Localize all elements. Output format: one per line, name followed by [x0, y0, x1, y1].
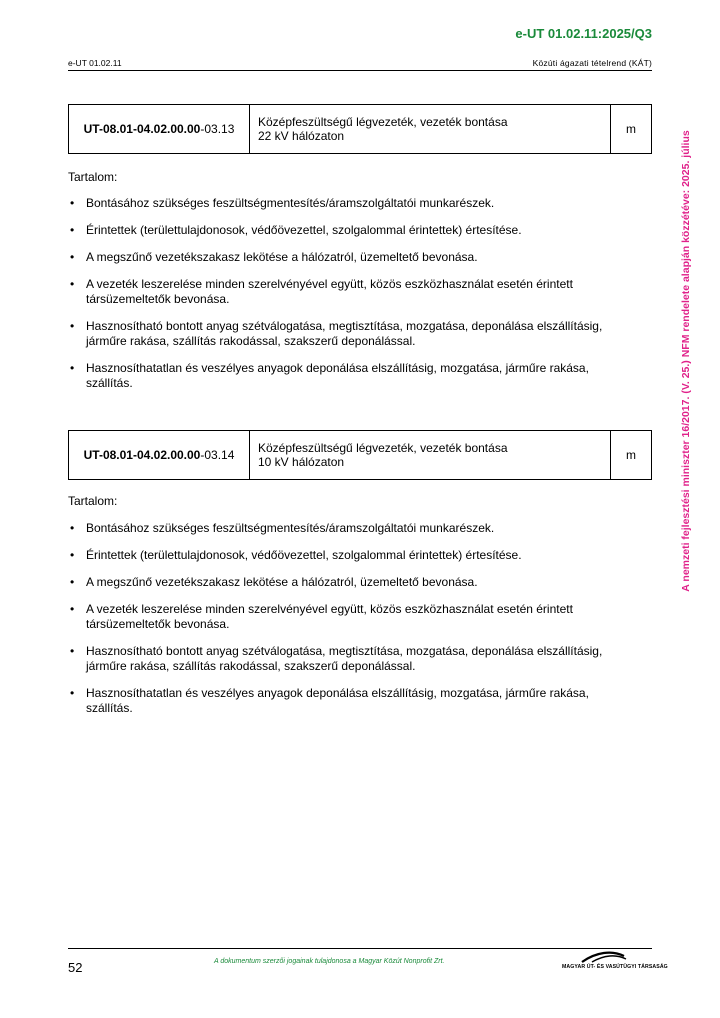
item-code-suffix: -03.14 — [200, 448, 235, 462]
page-number: 52 — [68, 960, 83, 975]
item-description-line2: 22 kV hálózaton — [258, 129, 345, 143]
list-item: • Bontásához szükséges feszültségmentesítés/áramszolgáltatói munkarészek. — [70, 196, 495, 210]
list-item: • A megszűnő vezetékszakasz lekötése a hálózatról, üzemeltető bevonása. — [70, 250, 478, 264]
item-description-line2: 10 kV hálózaton — [258, 455, 345, 469]
list-item: • Érintettek (területtulajdonosok, védőövezettel, szolgalommal érintettek) értesítése. — [70, 548, 522, 562]
footer-divider — [68, 948, 652, 949]
item-description-cell — [250, 431, 611, 479]
item-description-line1: Középfeszültségű légvezeték, vezeték bontása — [258, 115, 508, 129]
bullet-list-1 — [68, 196, 628, 403]
list-item: • A vezeték leszerelése minden szerelvényével együtt, közös eszközhasználat esetén érintett társüzemeltetők bevonása. — [70, 602, 573, 631]
content-label: Tartalom: — [68, 170, 118, 184]
running-header-right: Közúti ágazati tételrend (KÁT) — [532, 58, 652, 68]
list-item: • Hasznosítható bontott anyag szétválogatása, megtisztítása, mozgatása, deponálása elszállításig, járműre rakása, szállítás rakodással, szakszerű deponálással. — [70, 644, 603, 673]
item-table-2 — [68, 430, 652, 480]
bullet-icon: • — [70, 250, 75, 264]
content-label: Tartalom: — [68, 494, 118, 508]
list-item: • Bontásához szükséges feszültségmentesítés/áramszolgáltatói munkarészek. — [70, 521, 495, 535]
road-swoosh-icon — [562, 950, 658, 964]
item-unit: m — [626, 122, 636, 136]
item-table-1 — [68, 104, 652, 154]
side-note-text: A nemzeti fejlesztési miniszter 16/2017. (V. 25.) NFM rendelete alapján közzétéve: 2025. július — [680, 130, 692, 592]
list-item: • A megszűnő vezetékszakasz lekötése a hálózatról, üzemeltető bevonása. — [70, 575, 478, 589]
bullet-icon: • — [70, 548, 75, 562]
list-item: • Hasznosíthatatlan és veszélyes anyagok deponálása elszállításig, mozgatása, járműre rakása, szállítás. — [70, 361, 589, 390]
bullet-icon: • — [70, 196, 75, 210]
bullet-list-2 — [68, 521, 628, 728]
bullet-icon: • — [70, 361, 75, 375]
item-code-suffix: -03.13 — [200, 122, 235, 136]
item-description-cell — [250, 105, 611, 153]
document-code: e-UT 01.02.11:2025/Q3 — [515, 26, 652, 41]
bullet-icon: • — [70, 319, 75, 333]
header-divider — [68, 70, 652, 71]
item-code: UT-08.01-04.02.00.00 — [83, 448, 201, 462]
bullet-icon: • — [70, 644, 75, 658]
bullet-icon: • — [70, 575, 75, 589]
list-item: • Hasznosíthatatlan és veszélyes anyagok deponálása elszállításig, mozgatása, járműre rakása, szállítás. — [70, 686, 589, 715]
company-logo — [562, 950, 668, 972]
item-unit: m — [626, 448, 636, 462]
publication-side-note — [676, 96, 696, 626]
bullet-icon: • — [70, 223, 75, 237]
item-code-cell — [69, 431, 250, 479]
list-item: • Érintettek (területtulajdonosok, védőövezettel, szolgalommal érintettek) értesítése. — [70, 223, 522, 237]
logo-text: MAGYAR ÚT- ÉS VASÚTÜGYI TÁRSASÁG — [562, 964, 668, 970]
running-header-left: e-UT 01.02.11 — [68, 58, 122, 68]
copyright-notice: A dokumentum szerzői jogainak tulajdonosa a Magyar Közút Nonprofit Zrt. — [214, 958, 445, 965]
bullet-icon: • — [70, 277, 75, 291]
item-description-line1: Középfeszültségű légvezeték, vezeték bontása — [258, 441, 508, 455]
list-item: • A vezeték leszerelése minden szerelvényével együtt, közös eszközhasználat esetén érintett társüzemeltetők bevonása. — [70, 277, 573, 306]
item-code-cell — [69, 105, 250, 153]
item-code: UT-08.01-04.02.00.00 — [83, 122, 201, 136]
bullet-icon: • — [70, 602, 75, 616]
list-item: • Hasznosítható bontott anyag szétválogatása, megtisztítása, mozgatása, deponálása elszállításig, járműre rakása, szállítás rakodással, szakszerű deponálással. — [70, 319, 603, 348]
bullet-icon: • — [70, 686, 75, 700]
bullet-icon: • — [70, 521, 75, 535]
